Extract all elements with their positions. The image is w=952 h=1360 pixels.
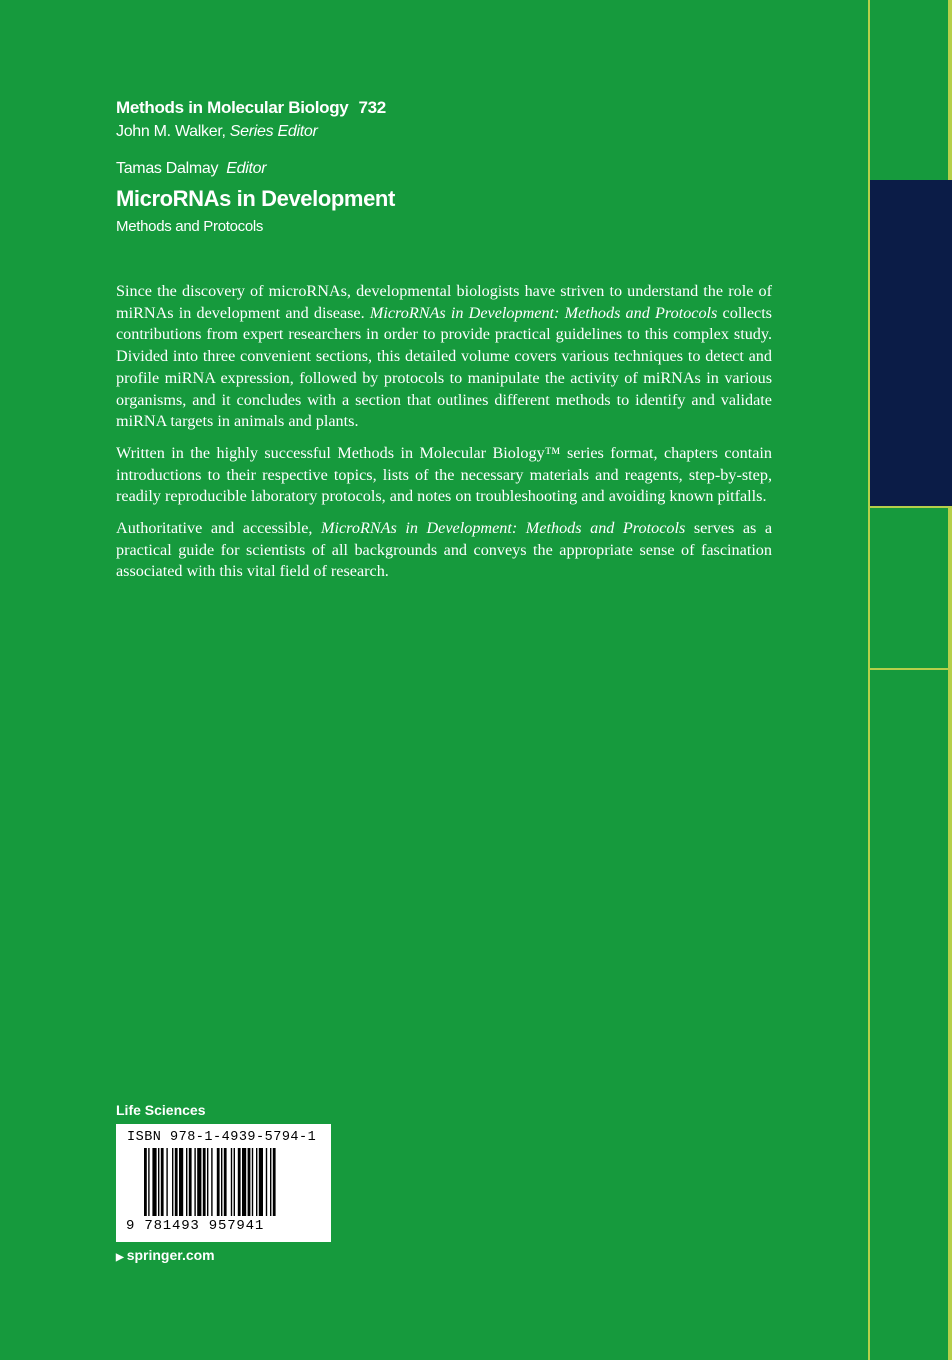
blurb-paragraph [116,443,772,508]
editor-role: Editor [226,160,267,177]
blurb-text: collects contributions from expert researchers in order to provide practical guidelines to this complex study. Divided into three convenient sections, this detailed volume covers various techniques to detect and profile miRNA expression, followed by protocols to manipulate the activity of miRNAs in various organisms, and it concludes with a section that outlines different methods to identify and validate miRNA targets in animals and plants. [116,303,772,431]
barcode-bars [144,1148,308,1220]
series-number: 732 [358,98,386,117]
book-subtitle: Methods and Protocols [116,218,264,235]
series-editor-line [116,123,317,141]
barcode-digits: 9 781493 957941 [126,1218,265,1234]
isbn-barcode [116,1124,331,1242]
series-name: Methods in Molecular Biology [116,98,349,117]
blurb-text: Since the discovery of microRNAs, developmental biologists have striven to understand the role of miRNAs in development and disease. [116,282,772,322]
series-editor-role: Series Editor [229,123,318,140]
blurb-text: Written in the highly successful Methods in Molecular Biology™ series format, chapters contain introductions to their respective topics, lists of the necessary materials and reagents, step-by-step, readily reproducible laboratory protocols, and notes on troubleshooting and avoiding known pitfalls. [116,443,772,506]
book-title: MicroRNAs in Development [116,186,395,211]
blurb-book-title: MicroRNAs in Development: Methods and Protocols [369,303,718,322]
editor-name: Tamas Dalmay [116,160,219,177]
back-cover-blurb [116,281,772,593]
spine-navy-block [870,180,952,506]
subject-category: Life Sciences [116,1102,206,1118]
arrow-icon: ▶ [116,1252,124,1263]
blurb-paragraph [116,518,772,583]
spine-horizontal-line [870,506,952,508]
isbn-text: ISBN 978-1-4939-5794-1 [127,1130,317,1145]
series-editor-name: John M. Walker, [116,123,226,140]
blurb-paragraph [116,281,772,433]
blurb-book-title: MicroRNAs in Development: Methods and Protocols [320,519,686,538]
website-text: springer.com [126,1247,215,1263]
publisher-website [116,1247,215,1263]
series-line [116,98,386,118]
blurb-text: serves as a practical guide for scientists of all backgrounds and conveys the appropriate sense of fascination associated with this vital field of research. [116,519,773,581]
blurb-text: Authoritative and accessible, [116,519,313,538]
spine-horizontal-line [870,668,952,670]
editor-line [116,160,266,178]
